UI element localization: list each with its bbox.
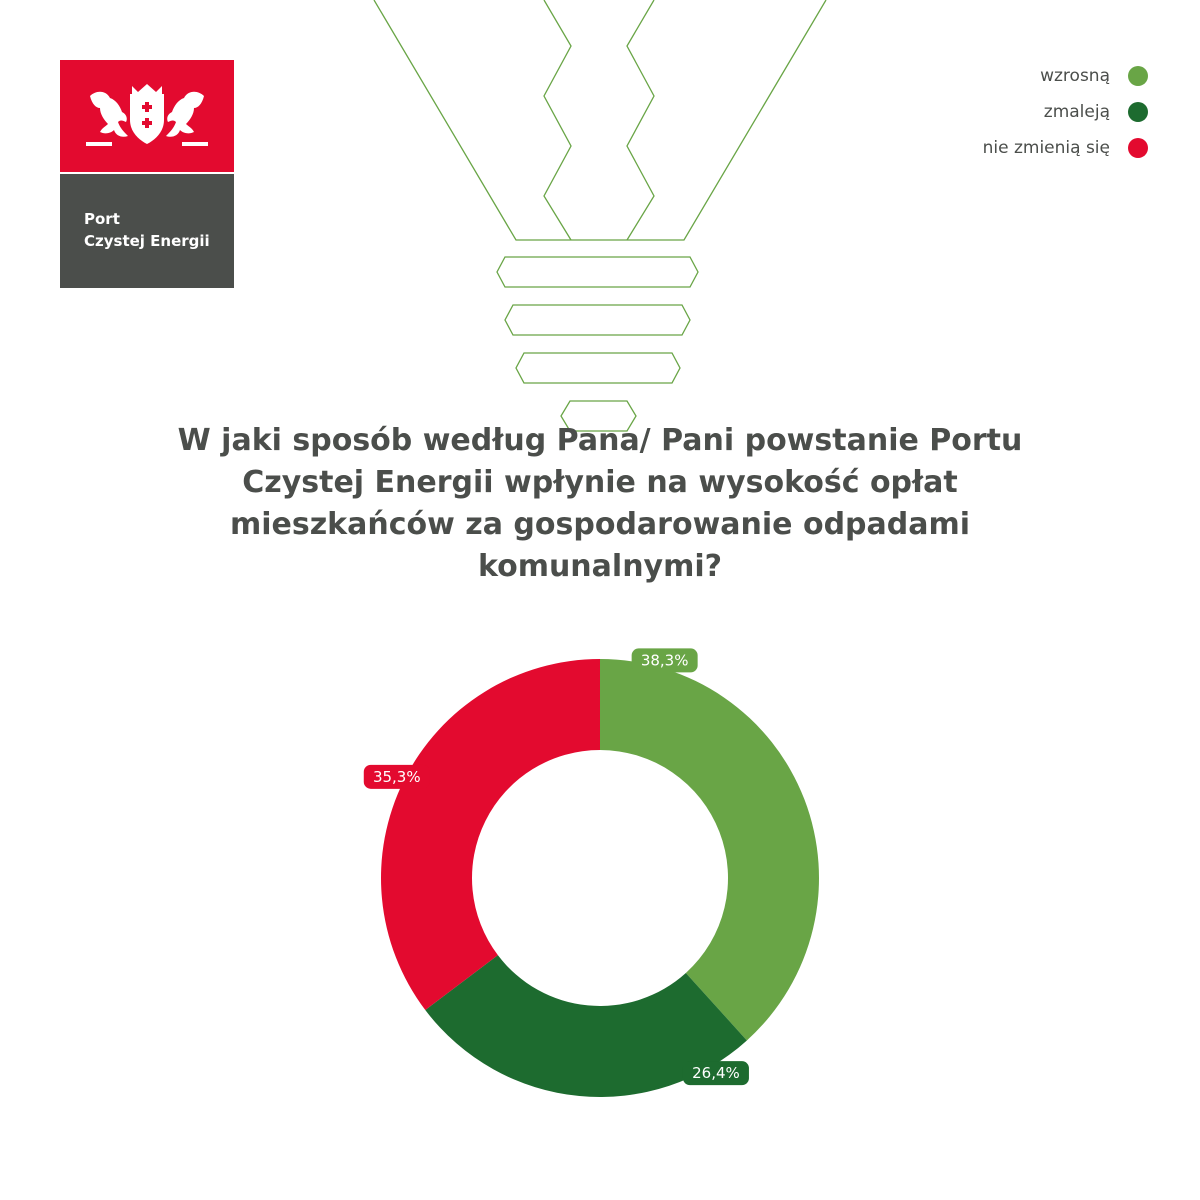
data-label-1: [683, 1061, 749, 1085]
data-label-text: 26,4%: [692, 1064, 740, 1083]
legend-label: zmaleją: [1043, 102, 1110, 122]
data-label-text: 35,3%: [372, 767, 421, 786]
data-label-text: 38,3%: [640, 651, 689, 670]
donut-slice-2: [381, 659, 600, 1010]
logo-line-1: Port: [84, 210, 120, 228]
data-label-0: [632, 648, 698, 672]
chart-title: W jaki sposób według Pana/ Pani powstanie Portu Czystej Energii wpłynie na wysokość opłat mieszkańców za gospodarowanie odpadami komunalnymi?: [177, 423, 1023, 584]
legend-label: nie zmienią się: [982, 138, 1110, 158]
donut-slice-0: [600, 659, 819, 1040]
data-label-2: [364, 765, 430, 789]
legend-label: wzrosną: [1040, 66, 1110, 86]
logo-line-2: Czystej Energii: [84, 232, 210, 250]
